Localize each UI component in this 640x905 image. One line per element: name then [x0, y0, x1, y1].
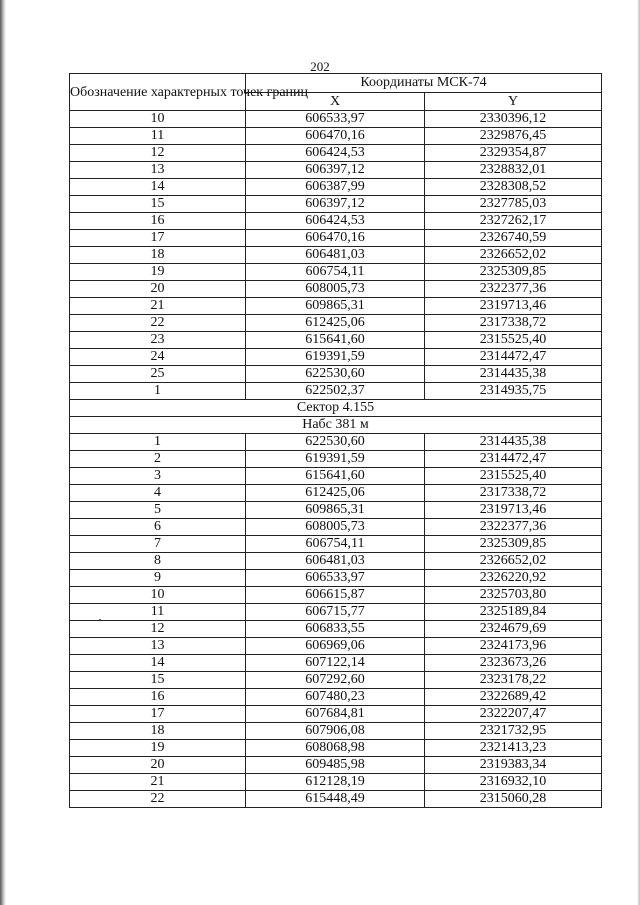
point-id-cell: 16 [70, 213, 246, 230]
point-id-cell: 13 [70, 162, 246, 179]
point-id-cell: 18 [70, 247, 246, 264]
y-coordinate-cell: 2317338,72 [425, 485, 602, 502]
table-row [70, 757, 602, 774]
y-coordinate-cell: 2316932,10 [425, 774, 602, 791]
point-id-cell: 18 [70, 723, 246, 740]
table-row [70, 791, 602, 808]
section-row [70, 400, 602, 417]
x-coordinate-cell: 607292,60 [246, 672, 425, 689]
y-coordinate-cell: 2314472,47 [425, 349, 602, 366]
y-coordinate-cell: 2324173,96 [425, 638, 602, 655]
y-coordinate-cell: 2326220,92 [425, 570, 602, 587]
table-row [70, 366, 602, 383]
x-coordinate-cell: 606387,99 [246, 179, 425, 196]
point-id-cell: 1 [70, 434, 246, 451]
y-coordinate-cell: 2322377,36 [425, 281, 602, 298]
table-row [70, 519, 602, 536]
table-row [70, 179, 602, 196]
y-coordinate-cell: 2324679,69 [425, 621, 602, 638]
x-coordinate-cell: 606481,03 [246, 247, 425, 264]
x-coordinate-cell: 608005,73 [246, 519, 425, 536]
point-id-cell: 3 [70, 468, 246, 485]
point-id-cell: 14 [70, 655, 246, 672]
section-label: Сектор 4.155 [70, 400, 602, 417]
x-coordinate-cell: 615641,60 [246, 468, 425, 485]
coordinates-table [69, 73, 602, 808]
table-row [70, 145, 602, 162]
point-id-cell: 17 [70, 230, 246, 247]
point-id-cell: 2 [70, 451, 246, 468]
table-row [70, 451, 602, 468]
point-id-cell: 21 [70, 774, 246, 791]
x-coordinate-cell: 606833,55 [246, 621, 425, 638]
scan-speck [99, 619, 101, 621]
y-coordinate-cell: 2314435,38 [425, 366, 602, 383]
x-coordinate-cell: 615641,60 [246, 332, 425, 349]
column-header-boundary-points: Обозначение характерных точек границ [70, 74, 246, 111]
x-coordinate-cell: 607122,14 [246, 655, 425, 672]
table-row [70, 128, 602, 145]
table-row [70, 553, 602, 570]
point-id-cell: 19 [70, 264, 246, 281]
section-label: Набс 381 м [70, 417, 602, 434]
y-coordinate-cell: 2315525,40 [425, 332, 602, 349]
column-header-coordinates: Координаты МСК-74 [246, 74, 602, 93]
y-coordinate-cell: 2322689,42 [425, 689, 602, 706]
table-row [70, 502, 602, 519]
y-coordinate-cell: 2321732,95 [425, 723, 602, 740]
point-id-cell: 10 [70, 587, 246, 604]
table-row [70, 111, 602, 128]
y-coordinate-cell: 2329354,87 [425, 145, 602, 162]
point-id-cell: 6 [70, 519, 246, 536]
point-id-cell: 25 [70, 366, 246, 383]
x-coordinate-cell: 607480,23 [246, 689, 425, 706]
y-coordinate-cell: 2319713,46 [425, 298, 602, 315]
table-row [70, 536, 602, 553]
x-coordinate-cell: 606533,97 [246, 570, 425, 587]
table-row [70, 655, 602, 672]
point-id-cell: 12 [70, 145, 246, 162]
point-id-cell: 23 [70, 332, 246, 349]
y-coordinate-cell: 2314935,75 [425, 383, 602, 400]
table-row [70, 672, 602, 689]
x-coordinate-cell: 609865,31 [246, 502, 425, 519]
y-coordinate-cell: 2325309,85 [425, 264, 602, 281]
y-coordinate-cell: 2322207,47 [425, 706, 602, 723]
table-row [70, 247, 602, 264]
table-row [70, 332, 602, 349]
y-coordinate-cell: 2327785,03 [425, 196, 602, 213]
y-coordinate-cell: 2325189,84 [425, 604, 602, 621]
y-coordinate-cell: 2330396,12 [425, 111, 602, 128]
x-coordinate-cell: 606424,53 [246, 145, 425, 162]
point-id-cell: 15 [70, 196, 246, 213]
x-coordinate-cell: 612128,19 [246, 774, 425, 791]
y-coordinate-cell: 2319713,46 [425, 502, 602, 519]
point-id-cell: 7 [70, 536, 246, 553]
y-coordinate-cell: 2315525,40 [425, 468, 602, 485]
table-row [70, 570, 602, 587]
table-row [70, 468, 602, 485]
table-row [70, 621, 602, 638]
point-id-cell: 22 [70, 791, 246, 808]
y-coordinate-cell: 2315060,28 [425, 791, 602, 808]
table-row [70, 315, 602, 332]
y-coordinate-cell: 2321413,23 [425, 740, 602, 757]
x-coordinate-cell: 622502,37 [246, 383, 425, 400]
x-coordinate-cell: 606533,97 [246, 111, 425, 128]
y-coordinate-cell: 2323673,26 [425, 655, 602, 672]
point-id-cell: 10 [70, 111, 246, 128]
point-id-cell: 12 [70, 621, 246, 638]
table-row [70, 604, 602, 621]
y-coordinate-cell: 2329876,45 [425, 128, 602, 145]
x-coordinate-cell: 608005,73 [246, 281, 425, 298]
point-id-cell: 20 [70, 757, 246, 774]
table-row [70, 740, 602, 757]
point-id-cell: 17 [70, 706, 246, 723]
y-coordinate-cell: 2323178,22 [425, 672, 602, 689]
y-coordinate-cell: 2325309,85 [425, 536, 602, 553]
x-coordinate-cell: 612425,06 [246, 315, 425, 332]
point-id-cell: 5 [70, 502, 246, 519]
x-coordinate-cell: 606470,16 [246, 128, 425, 145]
y-coordinate-cell: 2327262,17 [425, 213, 602, 230]
table-row [70, 774, 602, 791]
table-row [70, 230, 602, 247]
x-coordinate-cell: 606969,06 [246, 638, 425, 655]
y-coordinate-cell: 2326740,59 [425, 230, 602, 247]
x-coordinate-cell: 606481,03 [246, 553, 425, 570]
x-coordinate-cell: 622530,60 [246, 434, 425, 451]
table-row [70, 162, 602, 179]
table-row [70, 213, 602, 230]
x-coordinate-cell: 608068,98 [246, 740, 425, 757]
point-id-cell: 22 [70, 315, 246, 332]
table-row [70, 706, 602, 723]
point-id-cell: 19 [70, 740, 246, 757]
column-header-y: Y [425, 93, 602, 111]
x-coordinate-cell: 606470,16 [246, 230, 425, 247]
scan-shadow-left [0, 0, 6, 905]
point-id-cell: 13 [70, 638, 246, 655]
x-coordinate-cell: 609485,98 [246, 757, 425, 774]
y-coordinate-cell: 2317338,72 [425, 315, 602, 332]
table-row [70, 349, 602, 366]
x-coordinate-cell: 606397,12 [246, 196, 425, 213]
x-coordinate-cell: 606754,11 [246, 264, 425, 281]
x-coordinate-cell: 606715,77 [246, 604, 425, 621]
x-coordinate-cell: 612425,06 [246, 485, 425, 502]
point-id-cell: 4 [70, 485, 246, 502]
x-coordinate-cell: 609865,31 [246, 298, 425, 315]
table-row [70, 689, 602, 706]
point-id-cell: 9 [70, 570, 246, 587]
x-coordinate-cell: 619391,59 [246, 451, 425, 468]
table-body [70, 111, 602, 808]
table-row [70, 723, 602, 740]
x-coordinate-cell: 619391,59 [246, 349, 425, 366]
point-id-cell: 11 [70, 128, 246, 145]
page-number: 202 [310, 59, 330, 74]
y-coordinate-cell: 2314472,47 [425, 451, 602, 468]
table-row [70, 264, 602, 281]
table-row [70, 485, 602, 502]
table-row [70, 638, 602, 655]
x-coordinate-cell: 615448,49 [246, 791, 425, 808]
point-id-cell: 1 [70, 383, 246, 400]
y-coordinate-cell: 2314435,38 [425, 434, 602, 451]
table-row [70, 434, 602, 451]
point-id-cell: 24 [70, 349, 246, 366]
point-id-cell: 8 [70, 553, 246, 570]
y-coordinate-cell: 2326652,02 [425, 553, 602, 570]
table-row [70, 298, 602, 315]
point-id-cell: 11 [70, 604, 246, 621]
table-row [70, 587, 602, 604]
y-coordinate-cell: 2325703,80 [425, 587, 602, 604]
y-coordinate-cell: 2328832,01 [425, 162, 602, 179]
y-coordinate-cell: 2322377,36 [425, 519, 602, 536]
point-id-cell: 20 [70, 281, 246, 298]
x-coordinate-cell: 606424,53 [246, 213, 425, 230]
point-id-cell: 14 [70, 179, 246, 196]
table-row [70, 383, 602, 400]
x-coordinate-cell: 606754,11 [246, 536, 425, 553]
point-id-cell: 15 [70, 672, 246, 689]
x-coordinate-cell: 606615,87 [246, 587, 425, 604]
table-row [70, 196, 602, 213]
point-id-cell: 21 [70, 298, 246, 315]
x-coordinate-cell: 607684,81 [246, 706, 425, 723]
y-coordinate-cell: 2319383,34 [425, 757, 602, 774]
y-coordinate-cell: 2326652,02 [425, 247, 602, 264]
table-row [70, 281, 602, 298]
y-coordinate-cell: 2328308,52 [425, 179, 602, 196]
point-id-cell: 16 [70, 689, 246, 706]
x-coordinate-cell: 622530,60 [246, 366, 425, 383]
column-header-x: X [246, 93, 425, 111]
section-row [70, 417, 602, 434]
x-coordinate-cell: 606397,12 [246, 162, 425, 179]
x-coordinate-cell: 607906,08 [246, 723, 425, 740]
